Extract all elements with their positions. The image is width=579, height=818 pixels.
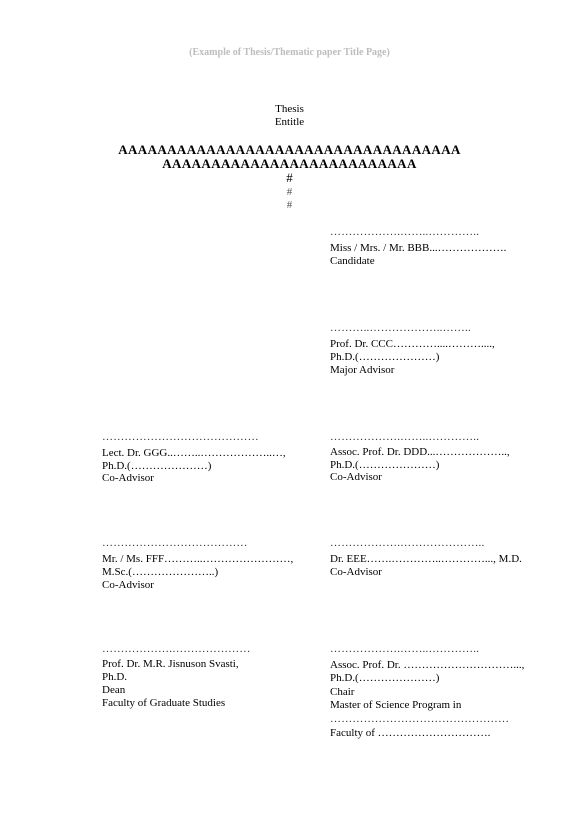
co-advisor-ddd-signature-line: ……………….……..………….. (330, 431, 480, 443)
co-advisor-eee-role: Co-Advisor (330, 566, 382, 578)
header-thesis: Thesis (275, 103, 304, 115)
co-advisor-ggg-signature-line: …………………………………… (102, 431, 259, 443)
major-advisor-role: Major Advisor (330, 364, 395, 376)
chair-title: Chair (330, 686, 355, 698)
co-advisor-fff-signature-line: ………………………………… (102, 537, 248, 549)
header-entitle: Entitle (274, 116, 305, 128)
co-advisor-fff-name: Mr. / Ms. FFF………..……………………, (102, 553, 294, 565)
co-advisor-ddd-name: Assoc. Prof. Dr. DDD...……………….., (330, 446, 510, 458)
major-advisor-degree: Ph.D.(…………………) (330, 351, 440, 363)
chair-program-blank: ………………………………………… (330, 713, 510, 725)
candidate-role: Candidate (330, 255, 375, 267)
co-advisor-fff-role: Co-Advisor (102, 579, 154, 591)
major-advisor-name: Prof. Dr. CCC…………....………...., (330, 338, 495, 350)
co-advisor-ggg-role: Co-Advisor (102, 472, 154, 484)
co-advisor-eee-signature-line: ……………….………………….. (330, 537, 485, 549)
dean-signature-line: ……………….………………… (102, 643, 251, 655)
thesis-title-line-2: AAAAAAAAAAAAAAAAAAAAAAAAAA (162, 156, 417, 171)
title-mark-3: # (286, 199, 293, 211)
title-mark-1: # (286, 170, 293, 185)
chair-degree: Ph.D.(…………………) (330, 672, 440, 684)
co-advisor-eee-name: Dr. EEE…….…………..…………..., M.D. (330, 553, 522, 565)
chair-faculty: Faculty of …………………………. (330, 727, 491, 739)
co-advisor-ddd-role: Co-Advisor (330, 471, 382, 483)
dean-name: Prof. Dr. M.R. Jisnuson Svasti, (102, 658, 239, 670)
example-caption: (Example of Thesis/Thematic paper Title Page) (189, 47, 390, 58)
candidate-name: Miss / Mrs. / Mr. BBB...………………. (330, 242, 507, 254)
dean-degree: Ph.D. (102, 671, 128, 683)
co-advisor-fff-degree: M.Sc.(…………………..) (102, 566, 219, 578)
co-advisor-ggg-name: Lect. Dr. GGG..……..………………..…, (102, 447, 286, 459)
chair-program: Master of Science Program in (330, 699, 462, 711)
title-mark-2: # (286, 186, 293, 198)
co-advisor-ggg-degree: Ph.D.(…………………) (102, 460, 212, 472)
dean-title: Dean (102, 684, 126, 696)
candidate-signature-line: ……………….……..………….. (330, 226, 480, 238)
thesis-title-line-1: AAAAAAAAAAAAAAAAAAAAAAAAAAAAAAAAAAA (118, 142, 461, 157)
chair-name: Assoc. Prof. Dr. …………………………..., (330, 659, 525, 671)
major-advisor-signature-line: ………..………………..…….. (330, 322, 471, 334)
co-advisor-ddd-degree: Ph.D.(…………………) (330, 459, 440, 471)
dean-faculty: Faculty of Graduate Studies (102, 697, 226, 709)
chair-signature-line: ……………….……..………….. (330, 643, 480, 655)
